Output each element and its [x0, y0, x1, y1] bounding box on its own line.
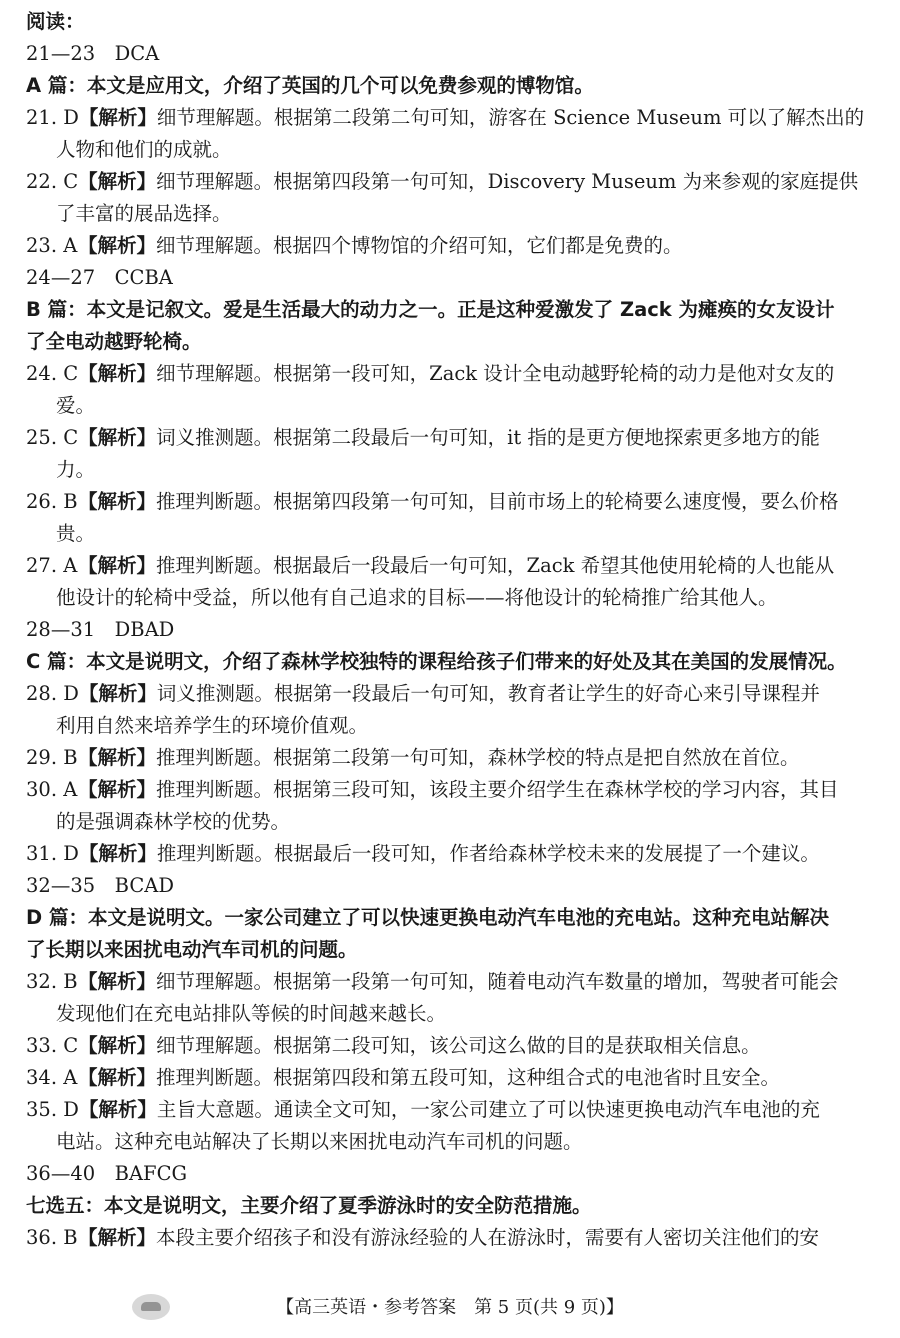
- answer-item: [26, 166, 872, 198]
- analysis-tag: 【解析】: [78, 970, 157, 993]
- answer-item: [26, 838, 872, 870]
- answer-item: [26, 1062, 872, 1094]
- analysis-text: 词义推测题。根据第二段最后一句可知，it 指的是更方便地探索更多地方的能: [156, 426, 820, 449]
- question-number: 31. D: [26, 842, 79, 865]
- analysis-text: 细节理解题。根据第二段可知，该公司这么做的目的是获取相关信息。: [156, 1034, 761, 1057]
- question-number: 36. B: [26, 1226, 78, 1249]
- answer-group-header: 21—23 DCA: [26, 42, 160, 65]
- analysis-tag: 【解析】: [78, 1226, 157, 1249]
- question-number: 23. A: [26, 234, 78, 257]
- continuation-line: 的是强调森林学校的优势。: [56, 810, 291, 833]
- passage-summary: 七选五：本文是说明文，主要介绍了夏季游泳时的安全防范措施。: [26, 1194, 592, 1217]
- continuation-line: 了丰富的展品选择。: [56, 202, 232, 225]
- continuation-line: 贵。: [56, 522, 96, 545]
- analysis-text: 推理判断题。根据第四段和第五段可知，这种组合式的电池省时且安全。: [156, 1066, 781, 1089]
- continuation-line: 爱。: [56, 394, 96, 417]
- passage-summary: B 篇：本文是记叙文。爱是生活最大的动力之一。正是这种爱激发了 Zack 为瘫痪的女友设计: [26, 298, 835, 321]
- answer-item: [26, 742, 872, 774]
- answer-item: [26, 102, 872, 134]
- answer-key-body: [26, 6, 872, 1254]
- answer-item: [26, 230, 872, 262]
- analysis-text: 细节理解题。根据第二段第二句可知，游客在 Science Museum 可以了解杰出的: [156, 106, 865, 129]
- analysis-text: 推理判断题。根据最后一段最后一句可知，Zack 希望其他使用轮椅的人也能从: [156, 554, 835, 577]
- continuation-line: 利用自然来培养学生的环境价值观。: [56, 714, 369, 737]
- question-number: 21. D: [26, 106, 79, 129]
- analysis-tag: 【解析】: [78, 554, 157, 577]
- continuation-line: 力。: [56, 458, 96, 481]
- answer-item: [26, 1030, 872, 1062]
- analysis-tag: 【解析】: [78, 170, 157, 193]
- analysis-text: 推理判断题。根据最后一段可知，作者给森林学校未来的发展提了一个建议。: [156, 842, 820, 865]
- question-number: 28. D: [26, 682, 79, 705]
- analysis-tag: 【解析】: [78, 490, 157, 513]
- question-number: 32. B: [26, 970, 78, 993]
- answer-item: [26, 1222, 872, 1254]
- question-number: 27. A: [26, 554, 78, 577]
- passage-summary: A 篇：本文是应用文，介绍了英国的几个可以免费参观的博物馆。: [26, 74, 594, 97]
- answer-item: [26, 678, 872, 710]
- answer-item: [26, 486, 872, 518]
- page-footer: 【高三英语・参考答案 第 5 页(共 9 页)】: [276, 1297, 624, 1318]
- passage-summary: C 篇：本文是说明文，介绍了森林学校独特的课程给孩子们带来的好处及其在美国的发展情况。: [26, 650, 847, 673]
- question-number: 22. C: [26, 170, 79, 193]
- analysis-tag: 【解析】: [78, 1034, 157, 1057]
- question-number: 35. D: [26, 1098, 79, 1121]
- analysis-tag: 【解析】: [78, 1066, 157, 1089]
- continuation-line: 人物和他们的成就。: [56, 138, 232, 161]
- analysis-text: 词义推测题。根据第一段最后一句可知，教育者让学生的好奇心来引导课程并: [156, 682, 820, 705]
- analysis-tag: 【解析】: [78, 426, 157, 449]
- answer-item: [26, 422, 872, 454]
- answer-group-header: 28—31 DBAD: [26, 618, 175, 641]
- answer-group-header: 24—27 CCBA: [26, 266, 173, 289]
- question-number: 25. C: [26, 426, 79, 449]
- analysis-text: 推理判断题。根据第二段第一句可知，森林学校的特点是把自然放在首位。: [156, 746, 800, 769]
- passage-summary: 了全电动越野轮椅。: [26, 330, 202, 353]
- continuation-line: 发现他们在充电站排队等候的时间越来越长。: [56, 1002, 447, 1025]
- analysis-tag: 【解析】: [78, 682, 157, 705]
- question-number: 30. A: [26, 778, 78, 801]
- analysis-tag: 【解析】: [78, 234, 157, 257]
- analysis-text: 主旨大意题。通读全文可知，一家公司建立了可以快速更换电动汽车电池的充: [156, 1098, 820, 1121]
- analysis-tag: 【解析】: [78, 362, 157, 385]
- analysis-text: 本段主要介绍孩子和没有游泳经验的人在游泳时，需要有人密切关注他们的安: [156, 1226, 820, 1249]
- continuation-line: 他设计的轮椅中受益，所以他有自己追求的目标——将他设计的轮椅推广给其他人。: [56, 586, 778, 609]
- analysis-text: 推理判断题。根据第三段可知，该段主要介绍学生在森林学校的学习内容，其目: [156, 778, 839, 801]
- answer-group-header: 32—35 BCAD: [26, 874, 174, 897]
- answer-item: [26, 358, 872, 390]
- analysis-tag: 【解析】: [78, 106, 157, 129]
- analysis-text: 推理判断题。根据第四段第一句可知，目前市场上的轮椅要么速度慢，要么价格: [156, 490, 839, 513]
- analysis-text: 细节理解题。根据第四段第一句可知，Discovery Museum 为来参观的家庭提供: [156, 170, 859, 193]
- analysis-text: 细节理解题。根据第一段可知，Zack 设计全电动越野轮椅的动力是他对女友的: [156, 362, 835, 385]
- analysis-tag: 【解析】: [78, 842, 157, 865]
- answer-group-header: 36—40 BAFCG: [26, 1162, 188, 1185]
- question-number: 29. B: [26, 746, 78, 769]
- analysis-text: 细节理解题。根据四个博物馆的介绍可知，它们都是免费的。: [156, 234, 683, 257]
- continuation-line: 电站。这种充电站解决了长期以来困扰电动汽车司机的问题。: [56, 1130, 583, 1153]
- passage-summary: 阅读：: [26, 10, 85, 33]
- analysis-text: 细节理解题。根据第一段第一句可知，随着电动汽车数量的增加，驾驶者可能会: [156, 970, 839, 993]
- question-number: 24. C: [26, 362, 79, 385]
- passage-summary: 了长期以来困扰电动汽车司机的问题。: [26, 938, 358, 961]
- answer-item: [26, 774, 872, 806]
- question-number: 33. C: [26, 1034, 79, 1057]
- analysis-tag: 【解析】: [78, 1098, 157, 1121]
- question-number: 34. A: [26, 1066, 78, 1089]
- passage-summary: D 篇：本文是说明文。一家公司建立了可以快速更换电动汽车电池的充电站。这种充电站解决: [26, 906, 829, 929]
- analysis-tag: 【解析】: [78, 778, 157, 801]
- answer-item: [26, 550, 872, 582]
- answer-item: [26, 966, 872, 998]
- analysis-tag: 【解析】: [78, 746, 157, 769]
- answer-item: [26, 1094, 872, 1126]
- question-number: 26. B: [26, 490, 78, 513]
